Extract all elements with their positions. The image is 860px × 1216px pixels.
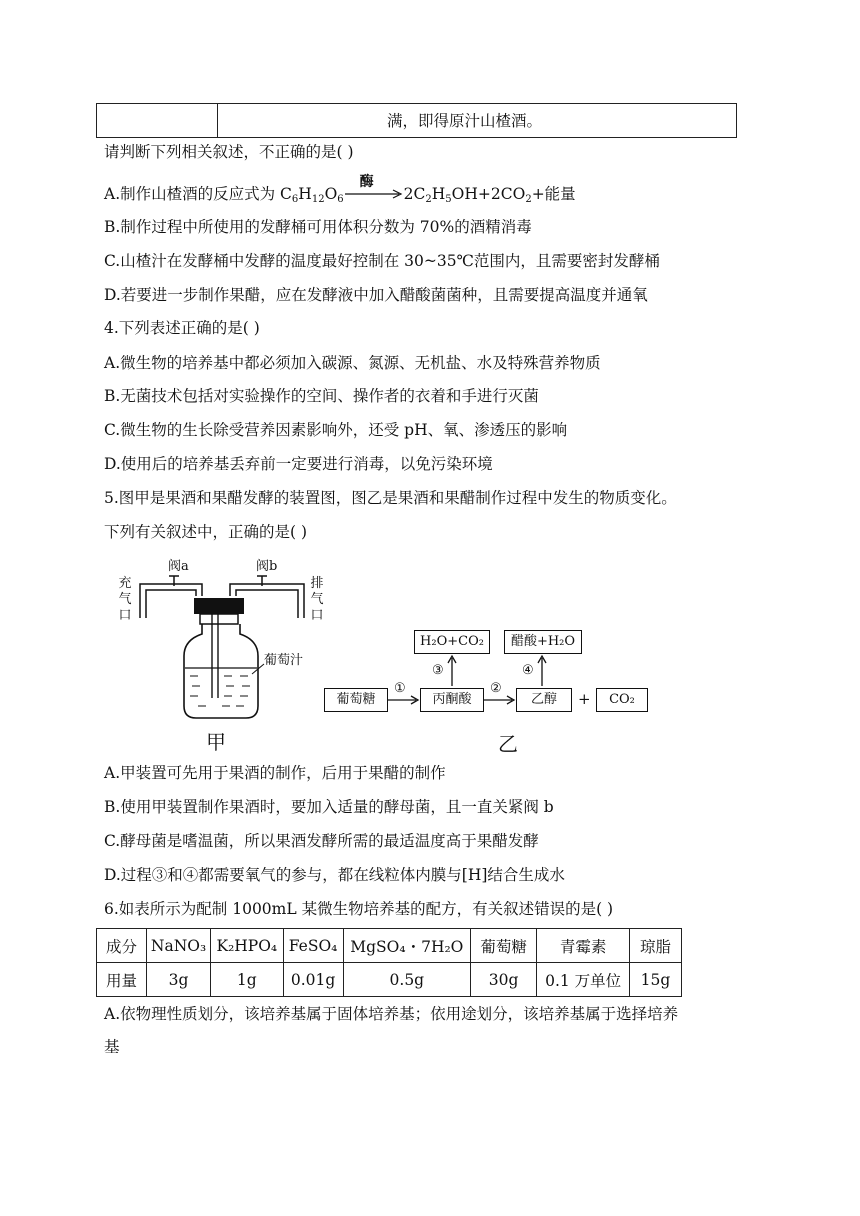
- top-table-right-cell: 满，即得原汁山楂酒。: [387, 112, 543, 130]
- q3-option-b: B.制作过程中所使用的发酵桶可用体积分数为 70%的酒精消毒: [104, 218, 532, 236]
- box-h2o-co2: H₂O+CO₂: [414, 630, 490, 654]
- valve-a-label: 阀a: [168, 559, 189, 574]
- table-header-cell: 琼脂: [629, 929, 681, 963]
- q4-option-c: C.微生物的生长除受营养因素影响外，还受 pH、氧、渗透压的影响: [104, 421, 568, 439]
- table-cell: 0.1 万单位: [537, 963, 630, 997]
- box-ethanol: 乙醇: [516, 688, 572, 712]
- q5-stem-line2: 下列有关叙述中，正确的是( ): [104, 523, 308, 541]
- outlet-label: 排 气 口: [310, 576, 324, 623]
- q6-option-a-line1: A.依物理性质划分，该培养基属于固体培养基；依用途划分，该培养基属于选择培养: [104, 1005, 679, 1023]
- inlet-label: 充 气 口: [118, 576, 132, 623]
- valve-b-label: 阀b: [256, 559, 278, 574]
- table-header-cell: 葡萄糖: [471, 929, 537, 963]
- q5-option-d: D.过程③和④都需要氧气的参与，都在线粒体内膜与[H]结合生成水: [104, 866, 565, 884]
- table-header-cell: 青霉素: [537, 929, 630, 963]
- enzyme-arrow: [345, 174, 403, 199]
- plus-sign: +: [578, 690, 591, 708]
- figure-yi: [320, 620, 660, 760]
- step-1-label: ①: [394, 681, 406, 696]
- q4-stem: 4.下列表述正确的是( ): [104, 319, 260, 337]
- table-header-cell: 成分: [97, 929, 147, 963]
- q4-option-b: B.无菌技术包括对实验操作的空间、操作者的衣着和手进行灭菌: [104, 387, 539, 405]
- q4-option-a: A.微生物的培养基中都必须加入碳源、氮源、无机盐、水及特殊营养物质: [104, 354, 601, 372]
- table-header-cell: NaNO₃: [146, 929, 210, 963]
- step-4-label: ④: [522, 663, 534, 678]
- figure-yi-caption: 乙: [498, 732, 518, 756]
- step-3-label: ③: [432, 663, 444, 678]
- top-table-divider: [217, 104, 218, 137]
- q3-stem: 请判断下列相关叙述，不正确的是( ): [104, 143, 354, 161]
- box-glucose: 葡萄糖: [324, 688, 388, 712]
- table-cell: 0.01g: [283, 963, 343, 997]
- box-pyruvate: 丙酮酸: [420, 688, 484, 712]
- figure-jia: [112, 556, 332, 756]
- q5-option-c: C.酵母菌是嗜温菌，所以果酒发酵所需的最适温度高于果醋发酵: [104, 832, 539, 850]
- q3-option-d: D.若要进一步制作果醋，应在发酵液中加入醋酸菌菌种，且需要提高温度并通氧: [104, 286, 648, 304]
- table-cell: 15g: [629, 963, 681, 997]
- box-acetic-acid: 醋酸+H₂O: [504, 630, 582, 654]
- q5-option-a: A.甲装置可先用于果酒的制作，后用于果醋的制作: [104, 764, 446, 782]
- q5-option-b: B.使用甲装置制作果酒时，要加入适量的酵母菌，且一直关紧阀 b: [104, 798, 554, 816]
- q6-option-a-line2: 基: [104, 1038, 120, 1056]
- table-cell: 用量: [97, 963, 147, 997]
- table-row: [97, 963, 682, 997]
- q5-stem-line1: 5.图甲是果酒和果醋发酵的装置图，图乙是果酒和果醋制作过程中发生的物质变化。: [104, 489, 677, 507]
- q6-stem: 6.如表所示为配制 1000mL 某微生物培养基的配方，有关叙述错误的是( ): [104, 900, 614, 918]
- step-2-label: ②: [490, 681, 502, 696]
- enzyme-label: 酶: [359, 174, 374, 190]
- table-row: [97, 929, 682, 963]
- q3-option-a: A.制作山楂酒的反应式为 $C_6H_{12}O_6$ 酶 $2C_2H_5OH+2CO_2+$能量: [104, 183, 576, 205]
- table-cell: 0.5g: [343, 963, 470, 997]
- q3-option-c: C.山楂汁在发酵桶中发酵的温度最好控制在 30~35℃范围内，且需要密封发酵桶: [104, 252, 660, 270]
- table-cell: 3g: [146, 963, 210, 997]
- box-co2: CO₂: [596, 688, 648, 712]
- table-cell: 30g: [471, 963, 537, 997]
- grape-juice-label: 葡萄汁: [264, 653, 304, 668]
- arrow-icon: [345, 187, 403, 201]
- table-header-cell: MgSO₄・7H₂O: [343, 929, 470, 963]
- medium-formula-table: [96, 928, 682, 997]
- top-table: [96, 103, 737, 138]
- table-header-cell: K₂HPO₄: [211, 929, 283, 963]
- q4-option-d: D.使用后的培养基丢弃前一定要进行消毒，以免污染环境: [104, 455, 493, 473]
- table-header-cell: FeSO₄: [283, 929, 343, 963]
- table-cell: 1g: [211, 963, 283, 997]
- figure-jia-caption: 甲: [206, 730, 226, 754]
